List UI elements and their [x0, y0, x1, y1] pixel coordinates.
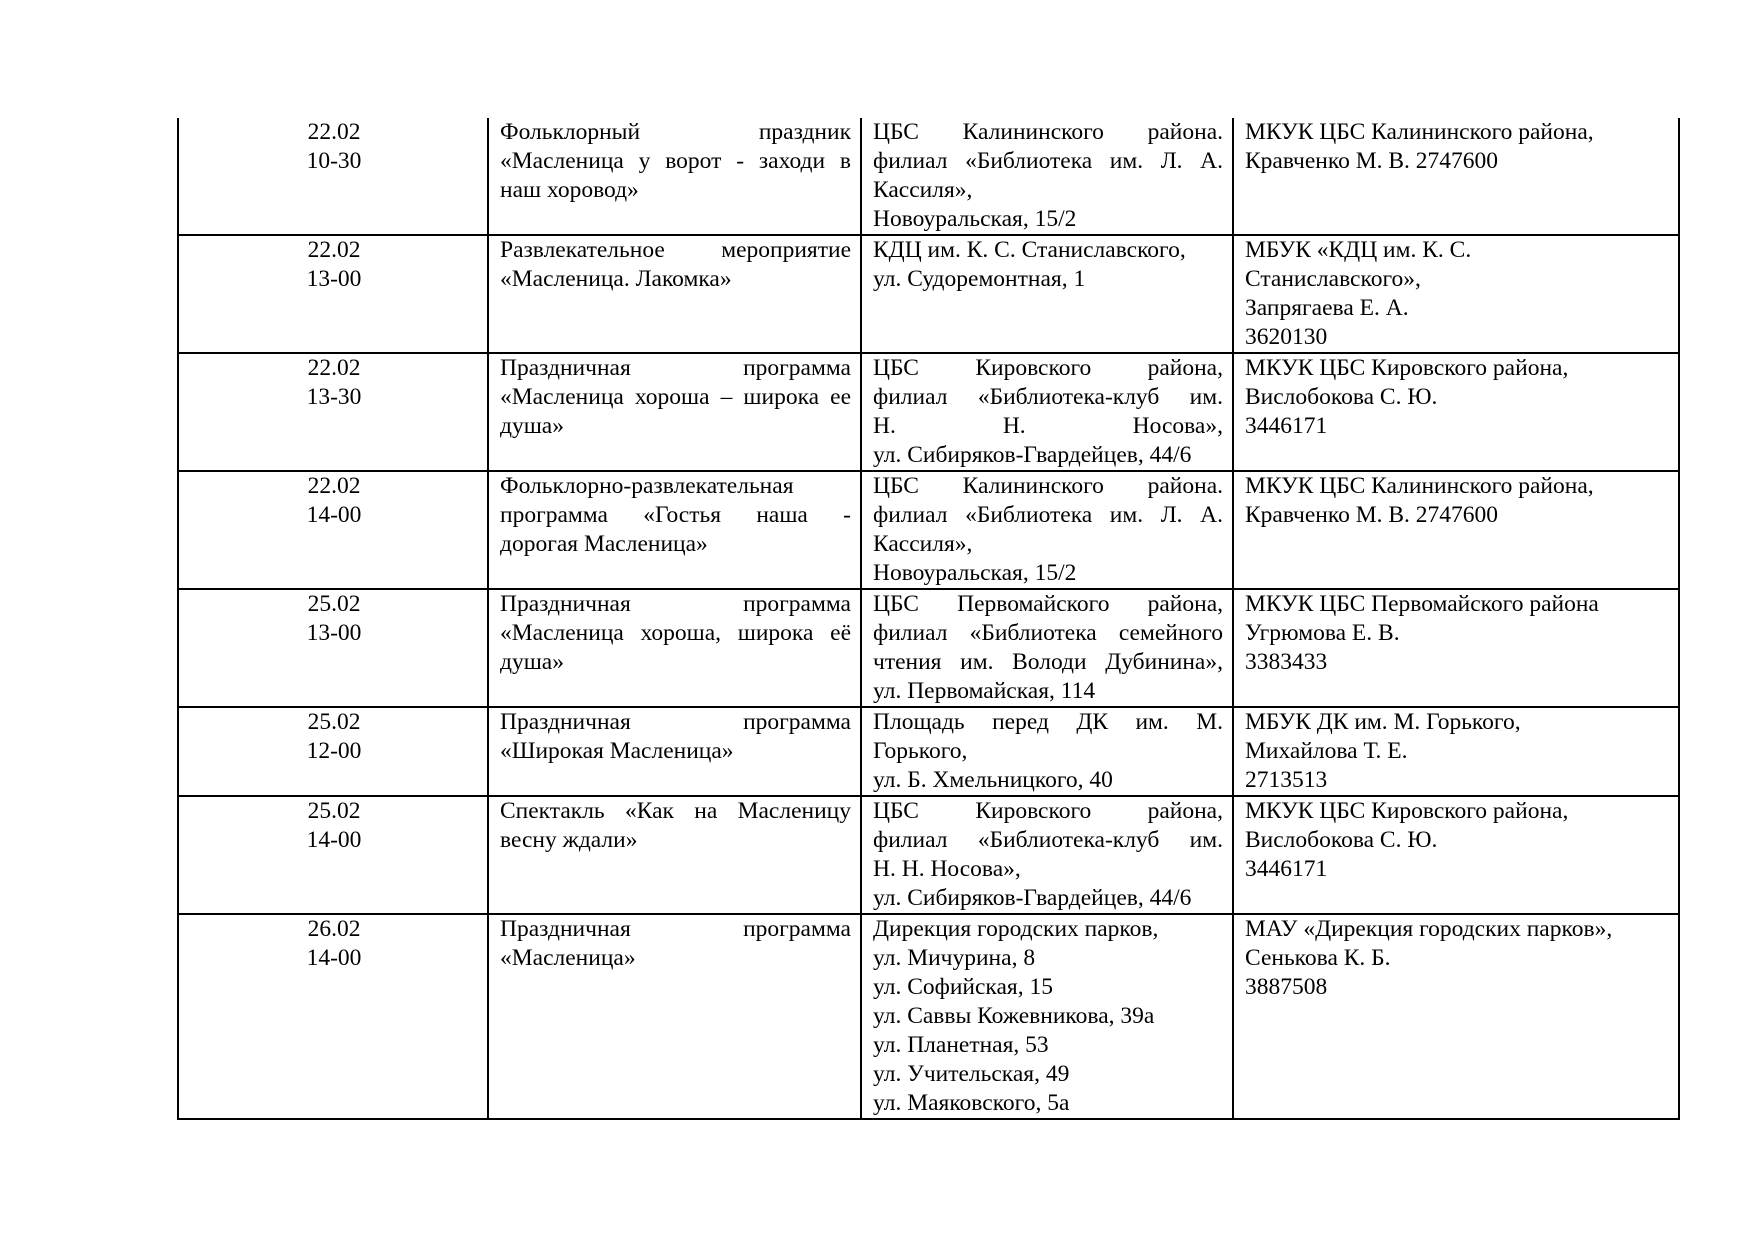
document-page	[177, 118, 1678, 1120]
place-cell	[861, 235, 1233, 353]
organizer-line: 3383433	[1245, 649, 1328, 675]
place-line: ул. Софийская, 15	[873, 974, 1053, 1000]
event-line: «Масленица хороша – широка ее	[500, 384, 851, 410]
event-line: программа «Гостья наша -	[500, 502, 851, 528]
place-line: Кассиля»,	[873, 177, 973, 203]
table-row	[178, 589, 1679, 707]
event-line: Спектакль «Как на Масленицу	[500, 798, 851, 824]
place-line: ул. Мичурина, 8	[873, 945, 1036, 971]
event-date: 22.02	[307, 119, 361, 145]
place-line: Кассиля»,	[873, 531, 973, 557]
place-cell	[861, 796, 1233, 914]
date-cell	[178, 471, 488, 589]
place-cell	[861, 353, 1233, 471]
table-row	[178, 914, 1679, 1119]
organizer-line: Запрягаева Е. А.	[1245, 295, 1409, 321]
table-row	[178, 235, 1679, 353]
event-line: «Широкая Масленица»	[500, 738, 734, 764]
event-line: «Масленица хороша, широка её	[500, 620, 851, 646]
event-line: наш хоровод»	[500, 177, 639, 203]
event-date: 26.02	[307, 916, 361, 942]
date-cell	[178, 118, 488, 235]
organizer-line: Кравченко М. В. 2747600	[1245, 502, 1499, 528]
event-date: 22.02	[307, 473, 361, 499]
event-date: 25.02	[307, 798, 361, 824]
event-line: Праздничная программа	[500, 355, 851, 381]
date-cell	[178, 796, 488, 914]
event-time: 13-00	[306, 620, 362, 646]
events-table	[177, 118, 1680, 1120]
organizer-cell	[1233, 118, 1679, 235]
place-line: Горького,	[873, 738, 968, 764]
event-line: Фольклорно-развлекательная	[500, 473, 794, 499]
place-line: филиал «Библиотека им. Л. А.	[873, 502, 1223, 528]
event-line: «Масленица у ворот - заходи в	[500, 148, 851, 174]
organizer-line: Вислобокова С. Ю.	[1245, 384, 1438, 410]
event-time: 14-00	[306, 502, 362, 528]
organizer-cell	[1233, 796, 1679, 914]
events-table-body	[178, 118, 1679, 1119]
event-cell	[488, 118, 861, 235]
date-cell	[178, 353, 488, 471]
place-line: ЦБС Первомайского района,	[873, 591, 1223, 617]
table-row	[178, 471, 1679, 589]
organizer-line: МКУК ЦБС Первомайского района	[1245, 591, 1599, 617]
table-row	[178, 353, 1679, 471]
place-cell	[861, 914, 1233, 1119]
place-line: ул. Маяковского, 5а	[873, 1090, 1070, 1116]
place-cell	[861, 118, 1233, 235]
place-line: ЦБС Калининского района.	[873, 119, 1223, 145]
place-line: ул. Саввы Кожевникова, 39а	[873, 1003, 1155, 1029]
date-cell	[178, 914, 488, 1119]
organizer-cell	[1233, 471, 1679, 589]
table-row	[178, 707, 1679, 796]
organizer-line: МБУК «КДЦ им. К. С.	[1245, 237, 1472, 263]
event-line: дорогая Масленица»	[500, 531, 708, 557]
place-line: филиал «Библиотека семейного	[873, 620, 1223, 646]
organizer-cell	[1233, 707, 1679, 796]
event-time: 12-00	[306, 738, 362, 764]
event-date: 22.02	[307, 355, 361, 381]
place-line: ЦБС Калининского района.	[873, 473, 1223, 499]
date-cell	[178, 235, 488, 353]
organizer-line: МКУК ЦБС Кировского района,	[1245, 798, 1569, 824]
place-line: Новоуральская, 15/2	[873, 206, 1077, 232]
organizer-line: Кравченко М. В. 2747600	[1245, 148, 1499, 174]
organizer-line: 2713513	[1245, 767, 1328, 793]
place-line: Новоуральская, 15/2	[873, 560, 1077, 586]
date-cell	[178, 589, 488, 707]
event-time: 14-00	[306, 827, 362, 853]
place-line: ЦБС Кировского района,	[873, 355, 1223, 381]
organizer-cell	[1233, 353, 1679, 471]
organizer-line: Михайлова Т. Е.	[1245, 738, 1408, 764]
event-line: душа»	[500, 649, 564, 675]
place-line: ЦБС Кировского района,	[873, 798, 1223, 824]
organizer-line: МКУК ЦБС Кировского района,	[1245, 355, 1569, 381]
date-cell	[178, 707, 488, 796]
place-line: филиал «Библиотека-клуб им.	[873, 384, 1223, 410]
event-cell	[488, 235, 861, 353]
place-line: Площадь перед ДК им. М.	[873, 709, 1223, 735]
place-line: филиал «Библиотека им. Л. А.	[873, 148, 1223, 174]
organizer-line: 3446171	[1245, 856, 1328, 882]
organizer-line: 3620130	[1245, 324, 1328, 350]
event-cell	[488, 796, 861, 914]
organizer-cell	[1233, 914, 1679, 1119]
place-line: филиал «Библиотека-клуб им.	[873, 827, 1223, 853]
place-line: Н. Н. Носова»,	[873, 856, 1021, 882]
organizer-cell	[1233, 589, 1679, 707]
event-cell	[488, 914, 861, 1119]
organizer-line: 3446171	[1245, 413, 1328, 439]
place-line: ул. Сибиряков-Гвардейцев, 44/6	[873, 885, 1192, 911]
event-cell	[488, 589, 861, 707]
organizer-line: Сенькова К. Б.	[1245, 945, 1391, 971]
event-line: душа»	[500, 413, 564, 439]
event-line: Развлекательное мероприятие	[500, 237, 851, 263]
event-line: Праздничная программа	[500, 709, 851, 735]
place-line: КДЦ им. К. С. Станиславского,	[873, 237, 1186, 263]
organizer-line: МКУК ЦБС Калининского района,	[1245, 119, 1594, 145]
event-time: 13-30	[306, 384, 362, 410]
place-line: ул. Сибиряков-Гвардейцев, 44/6	[873, 442, 1192, 468]
event-time: 14-00	[306, 945, 362, 971]
table-row	[178, 118, 1679, 235]
event-date: 25.02	[307, 709, 361, 735]
table-row	[178, 796, 1679, 914]
organizer-line: 3887508	[1245, 974, 1328, 1000]
event-cell	[488, 471, 861, 589]
place-cell	[861, 707, 1233, 796]
organizer-cell	[1233, 235, 1679, 353]
organizer-line: Вислобокова С. Ю.	[1245, 827, 1438, 853]
event-time: 13-00	[306, 266, 362, 292]
place-line: Дирекция городских парков,	[873, 916, 1159, 942]
organizer-line: МАУ «Дирекция городских парков»,	[1245, 916, 1613, 942]
event-line: Праздничная программа	[500, 916, 851, 942]
event-date: 25.02	[307, 591, 361, 617]
event-date: 22.02	[307, 237, 361, 263]
event-line: весну ждали»	[500, 827, 638, 853]
place-line: Н. Н. Носова»,	[873, 413, 1223, 439]
organizer-line: МКУК ЦБС Калининского района,	[1245, 473, 1594, 499]
place-line: ул. Учительская, 49	[873, 1061, 1070, 1087]
organizer-line: Угрюмова Е. В.	[1245, 620, 1400, 646]
place-line: ул. Б. Хмельницкого, 40	[873, 767, 1113, 793]
place-line: ул. Первомайская, 114	[873, 678, 1096, 704]
event-line: Праздничная программа	[500, 591, 851, 617]
event-time: 10-30	[306, 148, 362, 174]
place-cell	[861, 471, 1233, 589]
place-line: ул. Судоремонтная, 1	[873, 266, 1086, 292]
event-line: «Масленица»	[500, 945, 636, 971]
event-cell	[488, 353, 861, 471]
place-line: чтения им. Володи Дубинина»,	[873, 649, 1223, 675]
place-line: ул. Планетная, 53	[873, 1032, 1049, 1058]
organizer-line: МБУК ДК им. М. Горького,	[1245, 709, 1521, 735]
place-cell	[861, 589, 1233, 707]
event-line: Фольклорный праздник	[500, 119, 851, 145]
event-line: «Масленица. Лакомка»	[500, 266, 732, 292]
organizer-line: Станиславского»,	[1245, 266, 1421, 292]
event-cell	[488, 707, 861, 796]
